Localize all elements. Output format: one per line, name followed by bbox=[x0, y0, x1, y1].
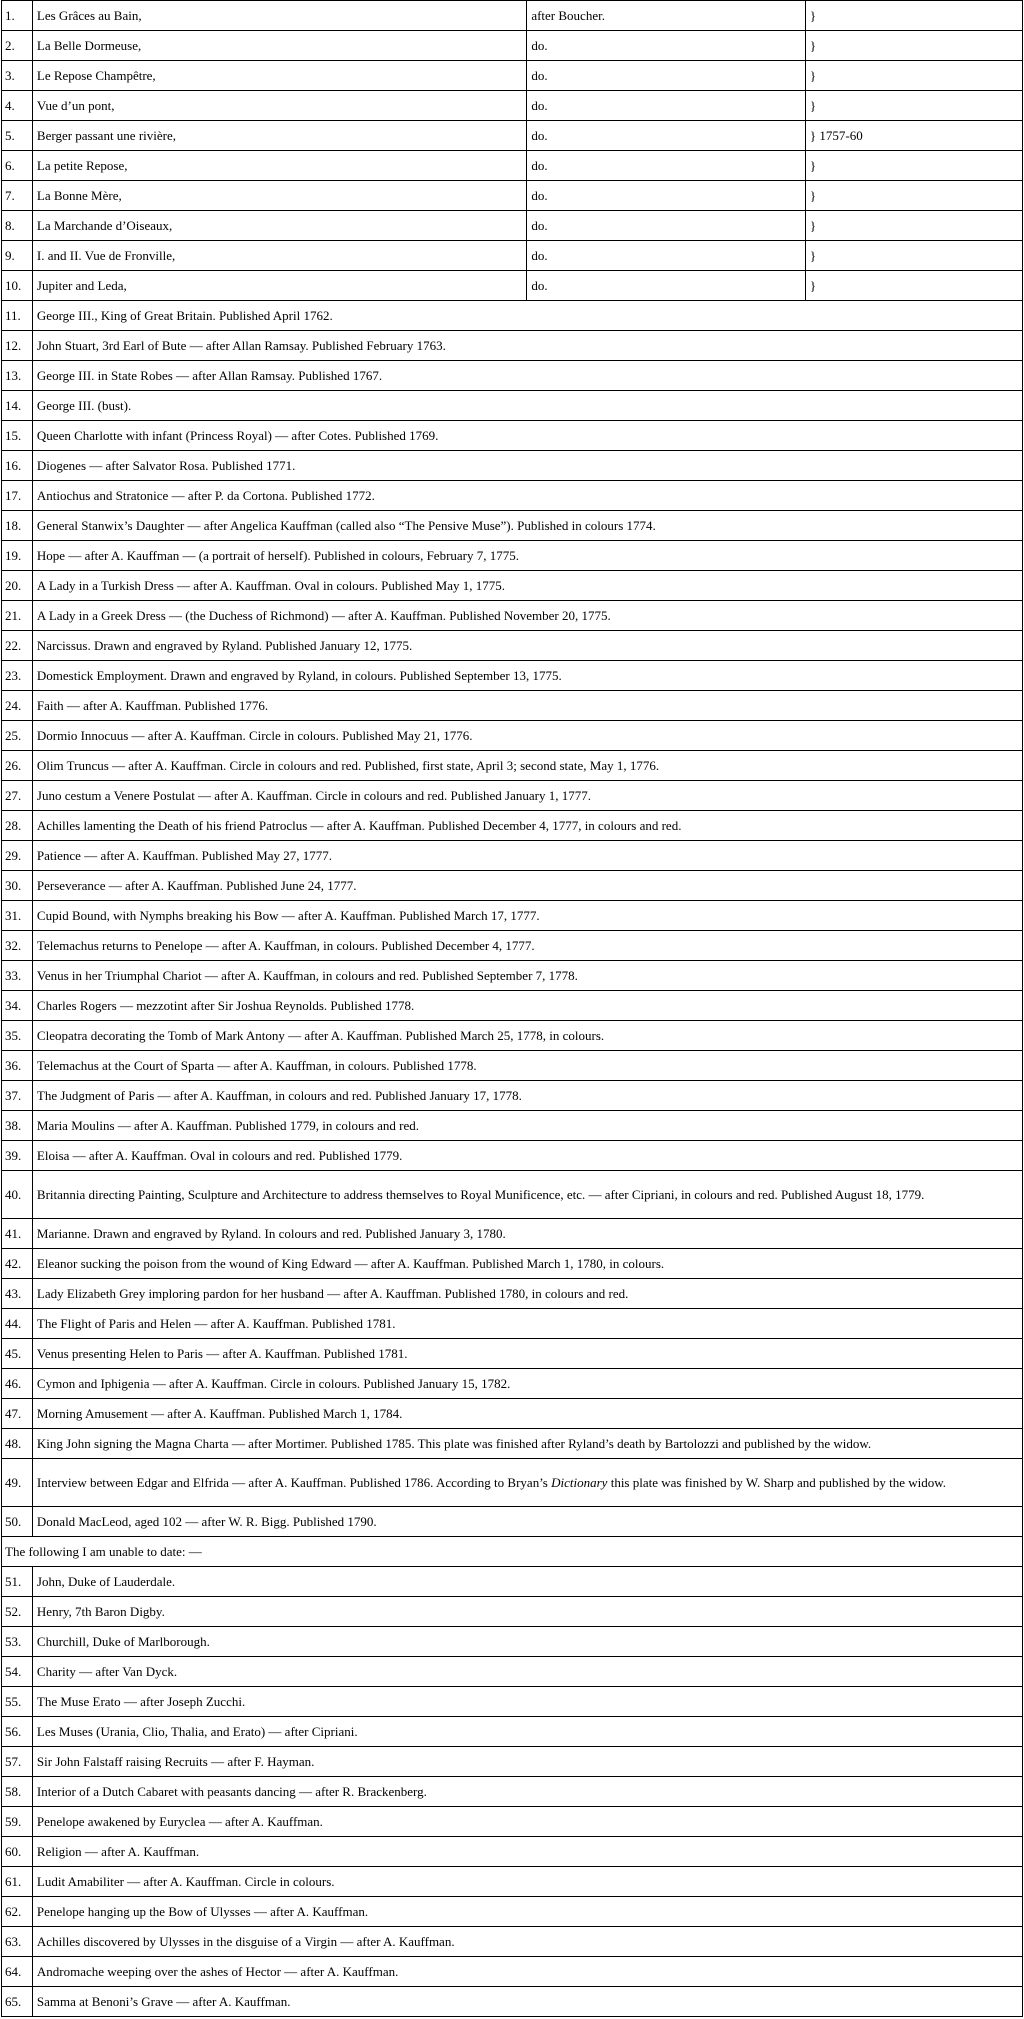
engraving-title: La Bonne Mère, bbox=[32, 181, 526, 211]
row-number: 31. bbox=[2, 901, 33, 931]
engraving-title: Les Grâces au Bain, bbox=[32, 1, 526, 31]
row-number: 59. bbox=[2, 1807, 33, 1837]
table-row bbox=[2, 1897, 1023, 1927]
row-number: 32. bbox=[2, 931, 33, 961]
row-number: 39. bbox=[2, 1141, 33, 1171]
engraving-description: Sir John Falstaff raising Recruits — after F. Hayman. bbox=[32, 1747, 1022, 1777]
row-number: 51. bbox=[2, 1567, 33, 1597]
engraving-description: Interior of a Dutch Cabaret with peasants dancing — after R. Brackenberg. bbox=[32, 1777, 1022, 1807]
engraving-description: Marianne. Drawn and engraved by Ryland. In colours and red. Published January 3, 1780. bbox=[32, 1219, 1022, 1249]
engraving-title: Berger passant une rivière, bbox=[32, 121, 526, 151]
row-number: 48. bbox=[2, 1429, 33, 1459]
engraving-description: Achilles discovered by Ulysses in the disguise of a Virgin — after A. Kauffman. bbox=[32, 1927, 1022, 1957]
engraving-description: Eloisa — after A. Kauffman. Oval in colours and red. Published 1779. bbox=[32, 1141, 1022, 1171]
table-row bbox=[2, 1867, 1023, 1897]
table-row bbox=[2, 1219, 1023, 1249]
engraving-description: Churchill, Duke of Marlborough. bbox=[32, 1627, 1022, 1657]
engraving-description: King John signing the Magna Charta — after Mortimer. Published 1785. This plate was finished after Ryland’s death by Bartolozzi and published by the widow. bbox=[32, 1429, 1022, 1459]
table-row bbox=[2, 181, 1023, 211]
engraving-title: Vue d’un pont, bbox=[32, 91, 526, 121]
after-artist: do. bbox=[527, 211, 806, 241]
row-number: 37. bbox=[2, 1081, 33, 1111]
engraving-description: Domestick Employment. Drawn and engraved by Ryland, in colours. Published September 13, 1775. bbox=[32, 661, 1022, 691]
row-number: 21. bbox=[2, 601, 33, 631]
date-note: } 1757-60 bbox=[805, 121, 1022, 151]
row-number: 26. bbox=[2, 751, 33, 781]
engraving-description: Penelope awakened by Euryclea — after A. Kauffman. bbox=[32, 1807, 1022, 1837]
book-title: Dictionary bbox=[551, 1474, 608, 1490]
table-row bbox=[2, 331, 1023, 361]
table-row bbox=[2, 1171, 1023, 1219]
after-artist: do. bbox=[527, 181, 806, 211]
table-row bbox=[2, 1627, 1023, 1657]
engraving-description: The Muse Erato — after Joseph Zucchi. bbox=[32, 1687, 1022, 1717]
table-row bbox=[2, 481, 1023, 511]
engraving-title: La Marchande d’Oiseaux, bbox=[32, 211, 526, 241]
table-row bbox=[2, 271, 1023, 301]
engraving-description: Morning Amusement — after A. Kauffman. Published March 1, 1784. bbox=[32, 1399, 1022, 1429]
row-number: 55. bbox=[2, 1687, 33, 1717]
table-row bbox=[2, 1279, 1023, 1309]
table-row bbox=[2, 151, 1023, 181]
after-artist: do. bbox=[527, 151, 806, 181]
row-number: 65. bbox=[2, 1987, 33, 2017]
row-number: 36. bbox=[2, 1051, 33, 1081]
description-text: Interview between Edgar and Elfrida — after A. Kauffman. Published 1786. According to Bryan’s bbox=[36, 1474, 552, 1490]
row-number: 56. bbox=[2, 1717, 33, 1747]
row-number: 19. bbox=[2, 541, 33, 571]
engraving-description: Antiochus and Stratonice — after P. da Cortona. Published 1772. bbox=[32, 481, 1022, 511]
date-note: } bbox=[805, 61, 1022, 91]
table-row bbox=[2, 571, 1023, 601]
table-row bbox=[2, 1807, 1023, 1837]
row-number: 49. bbox=[2, 1459, 33, 1507]
table-row bbox=[2, 811, 1023, 841]
table-row bbox=[2, 1777, 1023, 1807]
engraving-description: Olim Truncus — after A. Kauffman. Circle in colours and red. Published, first state, April 3; second state, May 1, 1776. bbox=[32, 751, 1022, 781]
date-note: } bbox=[805, 181, 1022, 211]
after-artist: do. bbox=[527, 241, 806, 271]
row-number: 46. bbox=[2, 1369, 33, 1399]
engraving-description: Queen Charlotte with infant (Princess Royal) — after Cotes. Published 1769. bbox=[32, 421, 1022, 451]
row-number: 28. bbox=[2, 811, 33, 841]
table-row bbox=[2, 1927, 1023, 1957]
table-row bbox=[2, 1987, 1023, 2017]
engraving-description: Lady Elizabeth Grey imploring pardon for her husband — after A. Kauffman. Published 1780, in colours and red. bbox=[32, 1279, 1022, 1309]
table-row bbox=[2, 1021, 1023, 1051]
row-number: 12. bbox=[2, 331, 33, 361]
engravings-table bbox=[1, 0, 1023, 2017]
row-number: 38. bbox=[2, 1111, 33, 1141]
date-note: } bbox=[805, 91, 1022, 121]
row-number: 13. bbox=[2, 361, 33, 391]
table-row bbox=[2, 1747, 1023, 1777]
engraving-description: Juno cestum a Venere Postulat — after A. Kauffman. Circle in colours and red. Published January 1, 1777. bbox=[32, 781, 1022, 811]
table-row bbox=[2, 1459, 1023, 1507]
table-row bbox=[2, 961, 1023, 991]
table-row bbox=[2, 901, 1023, 931]
table-row bbox=[2, 1369, 1023, 1399]
row-number: 3. bbox=[2, 61, 33, 91]
table-row bbox=[2, 391, 1023, 421]
date-note: } bbox=[805, 241, 1022, 271]
row-number: 64. bbox=[2, 1957, 33, 1987]
table-row bbox=[2, 991, 1023, 1021]
table-row bbox=[2, 1957, 1023, 1987]
row-number: 5. bbox=[2, 121, 33, 151]
row-number: 57. bbox=[2, 1747, 33, 1777]
engraving-description: Religion — after A. Kauffman. bbox=[32, 1837, 1022, 1867]
engraving-description: A Lady in a Greek Dress — (the Duchess of Richmond) — after A. Kauffman. Published November 20, 1775. bbox=[32, 601, 1022, 631]
engraving-description: Achilles lamenting the Death of his friend Patroclus — after A. Kauffman. Published December 4, 1777, in colours and red. bbox=[32, 811, 1022, 841]
engraving-description: Henry, 7th Baron Digby. bbox=[32, 1597, 1022, 1627]
row-number: 15. bbox=[2, 421, 33, 451]
row-number: 24. bbox=[2, 691, 33, 721]
row-number: 20. bbox=[2, 571, 33, 601]
table-row bbox=[2, 661, 1023, 691]
row-number: 58. bbox=[2, 1777, 33, 1807]
engraving-description: Les Muses (Urania, Clio, Thalia, and Erato) — after Cipriani. bbox=[32, 1717, 1022, 1747]
table-row bbox=[2, 1687, 1023, 1717]
table-row bbox=[2, 361, 1023, 391]
engraving-description: Perseverance — after A. Kauffman. Published June 24, 1777. bbox=[32, 871, 1022, 901]
after-artist: do. bbox=[527, 91, 806, 121]
engraving-description: The Flight of Paris and Helen — after A. Kauffman. Published 1781. bbox=[32, 1309, 1022, 1339]
engravings-table-body bbox=[2, 1, 1023, 2017]
row-number: 22. bbox=[2, 631, 33, 661]
date-note: } bbox=[805, 31, 1022, 61]
engraving-title: I. and II. Vue de Fronville, bbox=[32, 241, 526, 271]
engraving-title: Jupiter and Leda, bbox=[32, 271, 526, 301]
row-number: 42. bbox=[2, 1249, 33, 1279]
engraving-description: Patience — after A. Kauffman. Published May 27, 1777. bbox=[32, 841, 1022, 871]
engraving-description: Charles Rogers — mezzotint after Sir Joshua Reynolds. Published 1778. bbox=[32, 991, 1022, 1021]
engraving-title: La petite Repose, bbox=[32, 151, 526, 181]
row-number: 45. bbox=[2, 1339, 33, 1369]
date-note: } bbox=[805, 151, 1022, 181]
row-number: 35. bbox=[2, 1021, 33, 1051]
table-row bbox=[2, 241, 1023, 271]
table-row bbox=[2, 1429, 1023, 1459]
engraving-description: Hope — after A. Kauffman — (a portrait of herself). Published in colours, February 7, 1775. bbox=[32, 541, 1022, 571]
after-artist: do. bbox=[527, 271, 806, 301]
row-number: 9. bbox=[2, 241, 33, 271]
date-note: } bbox=[805, 271, 1022, 301]
row-number: 30. bbox=[2, 871, 33, 901]
engraving-description bbox=[32, 1459, 1022, 1507]
table-row bbox=[2, 301, 1023, 331]
after-artist: after Boucher. bbox=[527, 1, 806, 31]
engraving-title: Le Repose Champêtre, bbox=[32, 61, 526, 91]
row-number: 63. bbox=[2, 1927, 33, 1957]
row-number: 40. bbox=[2, 1171, 33, 1219]
table-row bbox=[2, 1339, 1023, 1369]
table-row bbox=[2, 511, 1023, 541]
table-row bbox=[2, 1051, 1023, 1081]
table-row bbox=[2, 691, 1023, 721]
row-number: 60. bbox=[2, 1837, 33, 1867]
row-number: 10. bbox=[2, 271, 33, 301]
row-number: 62. bbox=[2, 1897, 33, 1927]
table-row bbox=[2, 91, 1023, 121]
row-number: 61. bbox=[2, 1867, 33, 1897]
row-number: 34. bbox=[2, 991, 33, 1021]
table-row bbox=[2, 721, 1023, 751]
table-row bbox=[2, 541, 1023, 571]
row-number: 27. bbox=[2, 781, 33, 811]
table-row bbox=[2, 871, 1023, 901]
engraving-title: La Belle Dormeuse, bbox=[32, 31, 526, 61]
table-row bbox=[2, 1309, 1023, 1339]
row-number: 2. bbox=[2, 31, 33, 61]
row-number: 23. bbox=[2, 661, 33, 691]
table-row bbox=[2, 1507, 1023, 1537]
engraving-description: John Stuart, 3rd Earl of Bute — after Allan Ramsay. Published February 1763. bbox=[32, 331, 1022, 361]
table-row bbox=[2, 211, 1023, 241]
engraving-description: General Stanwix’s Daughter — after Angelica Kauffman (called also “The Pensive Muse”). Published in colours 1774. bbox=[32, 511, 1022, 541]
engraving-description: Penelope hanging up the Bow of Ulysses — after A. Kauffman. bbox=[32, 1897, 1022, 1927]
table-row bbox=[2, 121, 1023, 151]
table-row bbox=[2, 1249, 1023, 1279]
engraving-description: Telemachus returns to Penelope — after A. Kauffman, in colours. Published December 4, 1777. bbox=[32, 931, 1022, 961]
engraving-description: A Lady in a Turkish Dress — after A. Kauffman. Oval in colours. Published May 1, 1775. bbox=[32, 571, 1022, 601]
engraving-description: Samma at Benoni’s Grave — after A. Kauffman. bbox=[32, 1987, 1022, 2017]
table-row bbox=[2, 1111, 1023, 1141]
row-number: 7. bbox=[2, 181, 33, 211]
engraving-description: Cupid Bound, with Nymphs breaking his Bow — after A. Kauffman. Published March 17, 1777. bbox=[32, 901, 1022, 931]
engraving-description: George III., King of Great Britain. Published April 1762. bbox=[32, 301, 1022, 331]
row-number: 33. bbox=[2, 961, 33, 991]
table-row bbox=[2, 1081, 1023, 1111]
after-artist: do. bbox=[527, 61, 806, 91]
row-number: 8. bbox=[2, 211, 33, 241]
engraving-description: George III. (bust). bbox=[32, 391, 1022, 421]
section-heading-row bbox=[2, 1537, 1023, 1567]
table-row bbox=[2, 1597, 1023, 1627]
engraving-description: Venus in her Triumphal Chariot — after A. Kauffman, in colours and red. Published September 7, 1778. bbox=[32, 961, 1022, 991]
table-row bbox=[2, 1837, 1023, 1867]
row-number: 53. bbox=[2, 1627, 33, 1657]
table-row bbox=[2, 1567, 1023, 1597]
row-number: 14. bbox=[2, 391, 33, 421]
table-row bbox=[2, 631, 1023, 661]
row-number: 54. bbox=[2, 1657, 33, 1687]
after-artist: do. bbox=[527, 121, 806, 151]
engraving-description: Telemachus at the Court of Sparta — after A. Kauffman, in colours. Published 1778. bbox=[32, 1051, 1022, 1081]
engraving-description: Venus presenting Helen to Paris — after A. Kauffman. Published 1781. bbox=[32, 1339, 1022, 1369]
engraving-description: Faith — after A. Kauffman. Published 1776. bbox=[32, 691, 1022, 721]
engraving-description: Narcissus. Drawn and engraved by Ryland. Published January 12, 1775. bbox=[32, 631, 1022, 661]
row-number: 43. bbox=[2, 1279, 33, 1309]
engraving-description: Maria Moulins — after A. Kauffman. Published 1779, in colours and red. bbox=[32, 1111, 1022, 1141]
row-number: 41. bbox=[2, 1219, 33, 1249]
row-number: 1. bbox=[2, 1, 33, 31]
engraving-description: The Judgment of Paris — after A. Kauffman, in colours and red. Published January 17, 1778. bbox=[32, 1081, 1022, 1111]
table-row bbox=[2, 1141, 1023, 1171]
row-number: 11. bbox=[2, 301, 33, 331]
table-row bbox=[2, 931, 1023, 961]
engraving-description: Cymon and Iphigenia — after A. Kauffman. Circle in colours. Published January 15, 1782. bbox=[32, 1369, 1022, 1399]
table-row bbox=[2, 781, 1023, 811]
description-text: this plate was finished by W. Sharp and published by the widow. bbox=[607, 1474, 947, 1490]
table-row bbox=[2, 751, 1023, 781]
engraving-description: Britannia directing Painting, Sculpture and Architecture to address themselves to Royal Munificence, etc. — after Cipriani, in colours and red. Published August 18, 1779. bbox=[32, 1171, 1022, 1219]
table-row bbox=[2, 1657, 1023, 1687]
table-row bbox=[2, 841, 1023, 871]
after-artist: do. bbox=[527, 31, 806, 61]
engraving-description: Diogenes — after Salvator Rosa. Published 1771. bbox=[32, 451, 1022, 481]
row-number: 47. bbox=[2, 1399, 33, 1429]
row-number: 44. bbox=[2, 1309, 33, 1339]
engraving-description: Charity — after Van Dyck. bbox=[32, 1657, 1022, 1687]
engraving-description: Dormio Innocuus — after A. Kauffman. Circle in colours. Published May 21, 1776. bbox=[32, 721, 1022, 751]
table-row bbox=[2, 601, 1023, 631]
engraving-description: Cleopatra decorating the Tomb of Mark Antony — after A. Kauffman. Published March 25, 1778, in colours. bbox=[32, 1021, 1022, 1051]
table-row bbox=[2, 1399, 1023, 1429]
row-number: 50. bbox=[2, 1507, 33, 1537]
row-number: 29. bbox=[2, 841, 33, 871]
engraving-description: Eleanor sucking the poison from the wound of King Edward — after A. Kauffman. Published March 1, 1780, in colours. bbox=[32, 1249, 1022, 1279]
row-number: 52. bbox=[2, 1597, 33, 1627]
table-row bbox=[2, 31, 1023, 61]
engraving-description: George III. in State Robes — after Allan Ramsay. Published 1767. bbox=[32, 361, 1022, 391]
row-number: 6. bbox=[2, 151, 33, 181]
table-row bbox=[2, 61, 1023, 91]
row-number: 17. bbox=[2, 481, 33, 511]
engraving-description: Ludit Amabiliter — after A. Kauffman. Circle in colours. bbox=[32, 1867, 1022, 1897]
engraving-description: John, Duke of Lauderdale. bbox=[32, 1567, 1022, 1597]
row-number: 16. bbox=[2, 451, 33, 481]
engraving-description: Donald MacLeod, aged 102 — after W. R. Bigg. Published 1790. bbox=[32, 1507, 1022, 1537]
date-note: } bbox=[805, 1, 1022, 31]
row-number: 25. bbox=[2, 721, 33, 751]
table-row bbox=[2, 451, 1023, 481]
row-number: 18. bbox=[2, 511, 33, 541]
table-row bbox=[2, 1717, 1023, 1747]
table-row bbox=[2, 421, 1023, 451]
date-note: } bbox=[805, 211, 1022, 241]
table-row bbox=[2, 1, 1023, 31]
engraving-description: Andromache weeping over the ashes of Hector — after A. Kauffman. bbox=[32, 1957, 1022, 1987]
row-number: 4. bbox=[2, 91, 33, 121]
undated-section-heading: The following I am unable to date: — bbox=[2, 1537, 1023, 1567]
